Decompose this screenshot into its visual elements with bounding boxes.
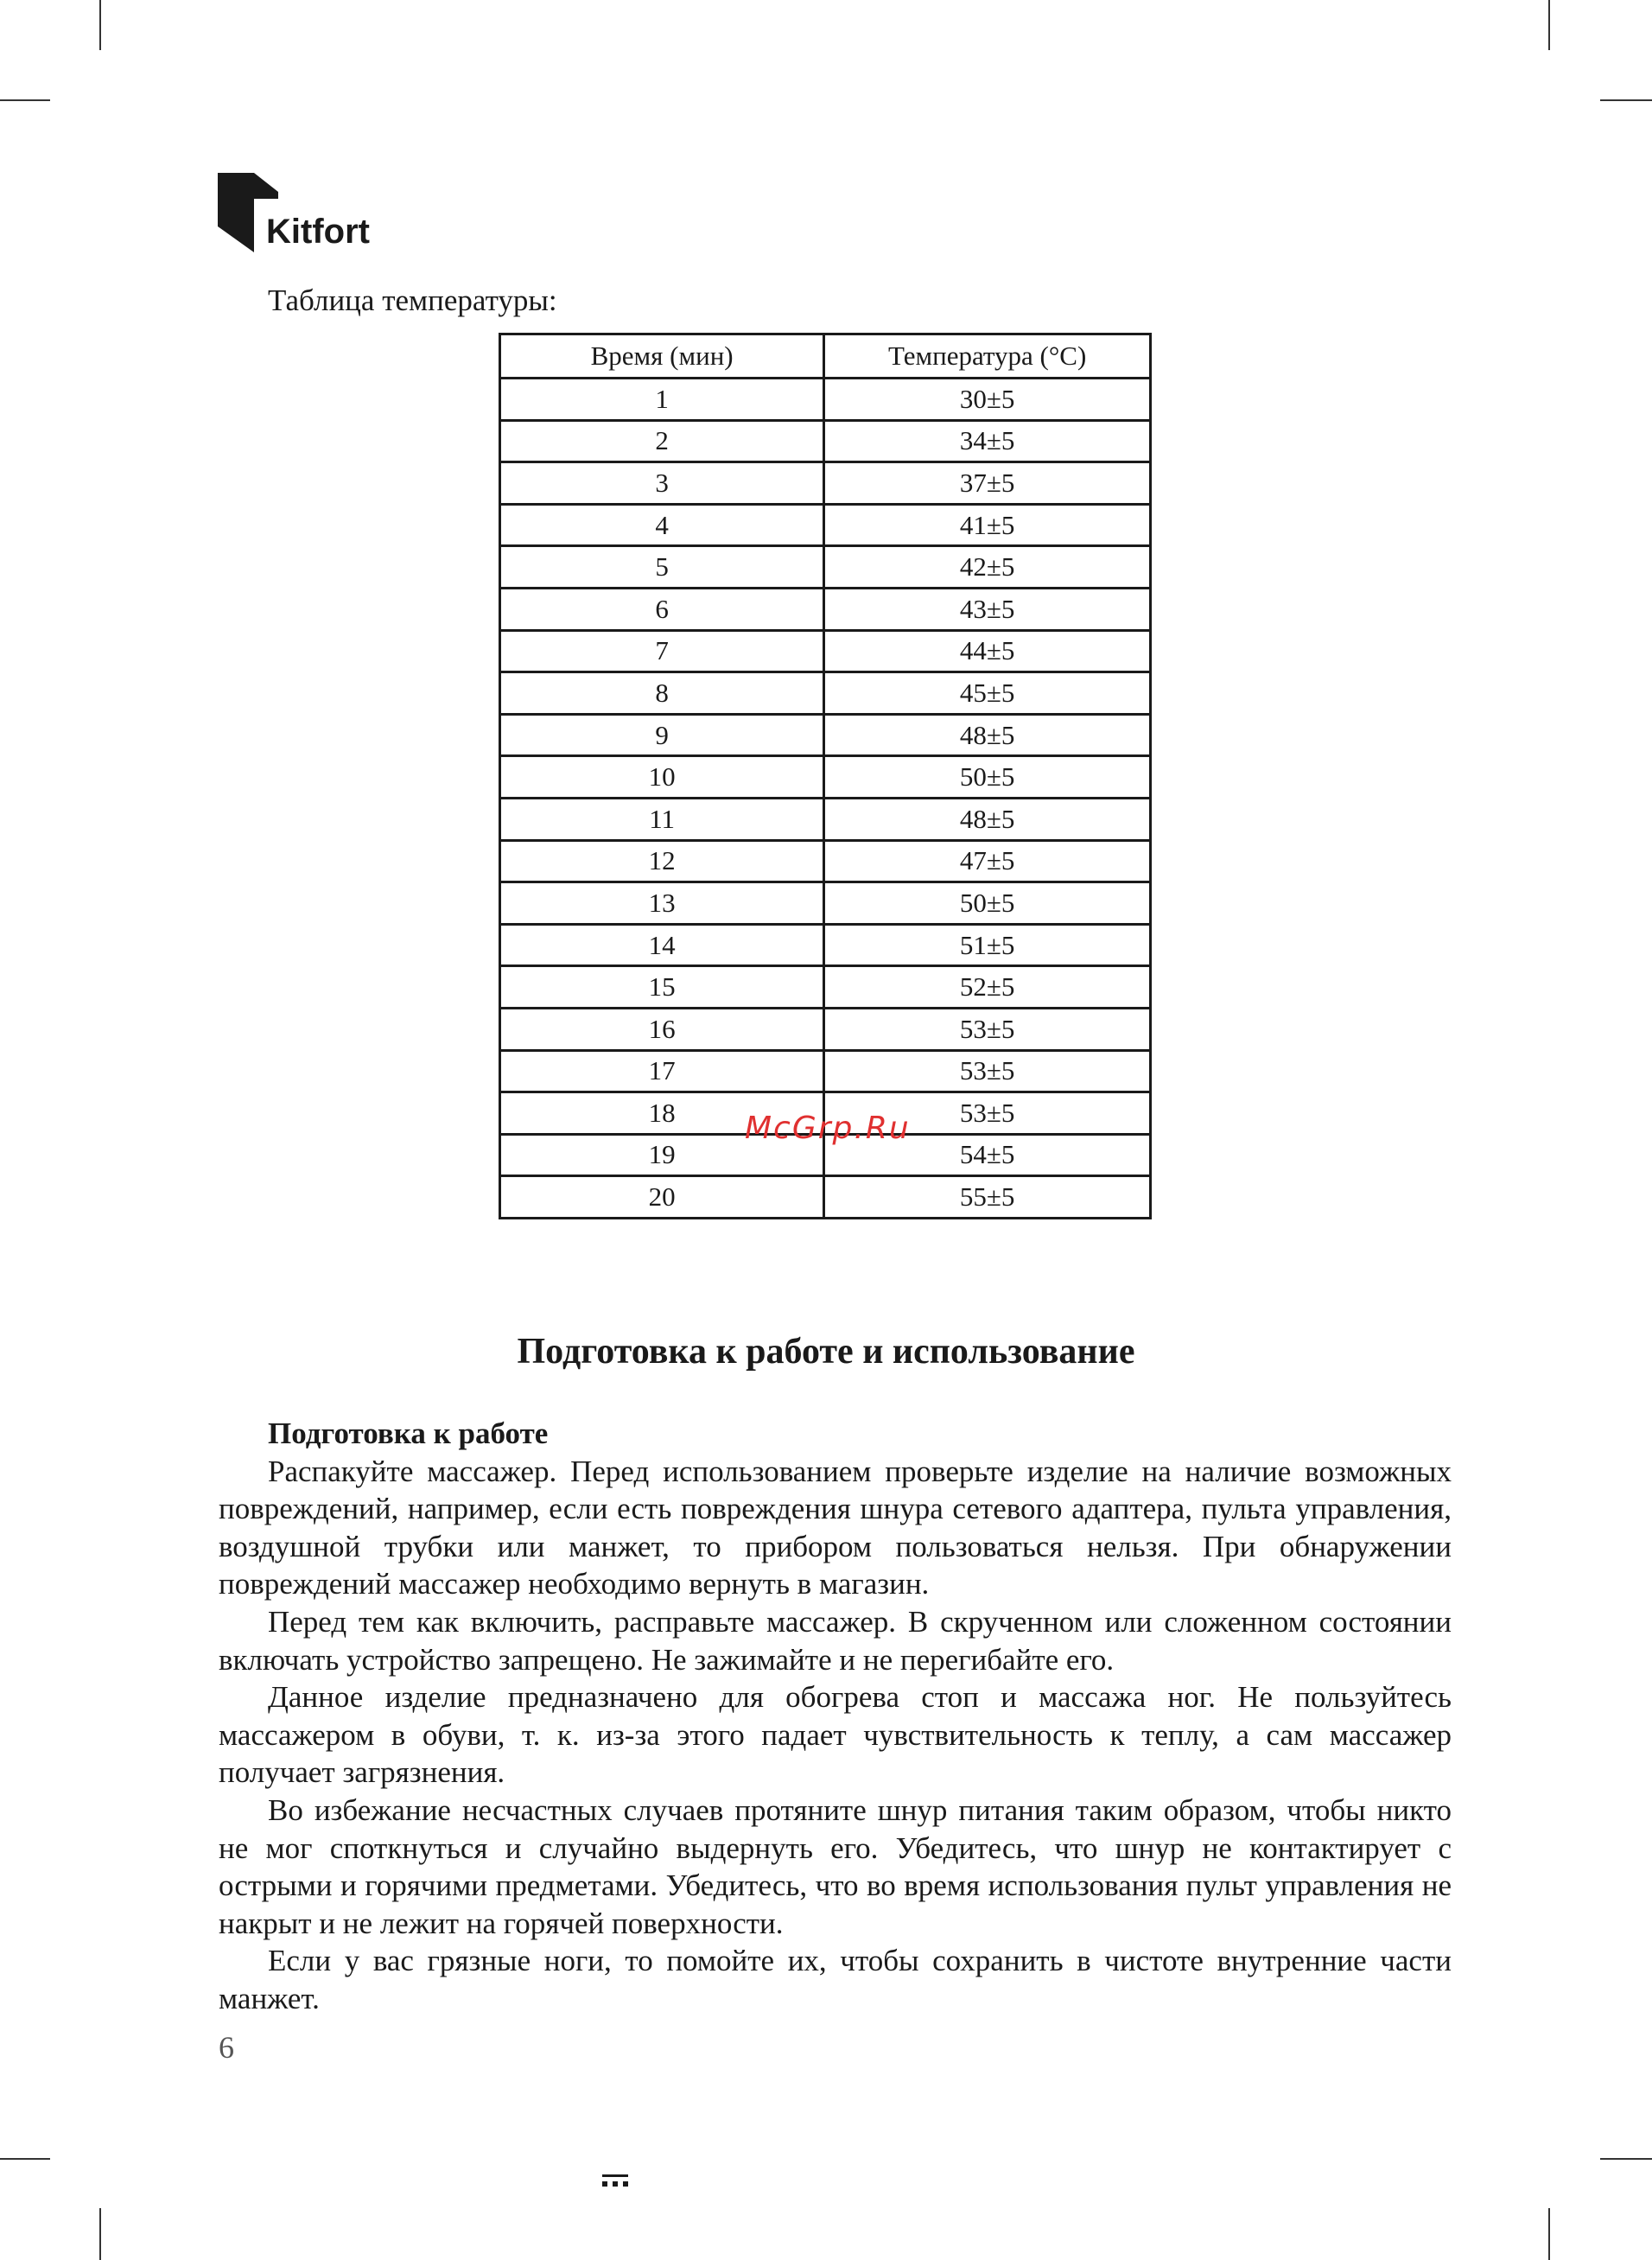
temperature-cell: 34±5 (824, 420, 1151, 462)
crop-mark (99, 2208, 101, 2260)
temperature-cell: 50±5 (824, 756, 1151, 799)
watermark: McGrp.Ru (745, 1111, 911, 1146)
time-cell: 14 (500, 924, 824, 966)
temperature-cell: 48±5 (824, 714, 1151, 756)
time-cell: 17 (500, 1050, 824, 1092)
time-cell: 9 (500, 714, 824, 756)
time-cell: 12 (500, 840, 824, 882)
temperature-cell: 50±5 (824, 882, 1151, 925)
crop-mark (1548, 0, 1550, 50)
table-row (500, 1008, 1151, 1050)
column-header-temperature: Температура (°С) (824, 334, 1151, 379)
table-caption: Таблица температуры: (268, 283, 557, 317)
table-row (500, 420, 1151, 462)
table-row (500, 546, 1151, 589)
table-row (500, 966, 1151, 1009)
temperature-cell: 48±5 (824, 798, 1151, 840)
table-row (500, 1050, 1151, 1092)
body-text (219, 1415, 1452, 2018)
crop-mark (0, 99, 50, 101)
temperature-cell: 43±5 (824, 588, 1151, 630)
temperature-cell: 44±5 (824, 630, 1151, 672)
time-cell: 3 (500, 462, 824, 505)
time-cell: 8 (500, 672, 824, 715)
table-row (500, 462, 1151, 505)
brand-logo (218, 173, 391, 255)
time-cell: 10 (500, 756, 824, 799)
time-cell: 20 (500, 1176, 824, 1219)
time-cell: 7 (500, 630, 824, 672)
temperature-cell: 45±5 (824, 672, 1151, 715)
table-header-row (500, 334, 1151, 379)
temperature-cell: 51±5 (824, 924, 1151, 966)
paragraph: Если у вас грязные ноги, то помойте их, чтобы сохранить в чистоте внутренние части манжет. (219, 1944, 1452, 2015)
paragraph: Распакуйте массажер. Перед использованием проверьте изделие на наличие возможных повреждений, например, если есть повреждения шнура сетевого адаптера, пульта управления, воздушной трубки или манжет, то прибором пользоваться нельзя. При обнаружении повреждений массажер необходимо вернуть в магазин. (219, 1454, 1452, 1601)
crop-mark (1548, 2208, 1550, 2260)
table-row (500, 504, 1151, 546)
column-header-time: Время (мин) (500, 334, 824, 379)
time-cell: 15 (500, 966, 824, 1009)
table-row (500, 924, 1151, 966)
page-number: 6 (219, 2030, 234, 2065)
temperature-cell: 54±5 (824, 1134, 1151, 1176)
time-cell: 2 (500, 420, 824, 462)
time-cell: 18 (500, 1092, 824, 1135)
time-cell: 1 (500, 379, 824, 421)
temperature-table (499, 333, 1152, 1219)
time-cell: 6 (500, 588, 824, 630)
table-row (500, 798, 1151, 840)
table-row (500, 756, 1151, 799)
time-cell: 16 (500, 1008, 824, 1050)
table-row (500, 1176, 1151, 1219)
temperature-cell: 55±5 (824, 1176, 1151, 1219)
time-cell: 5 (500, 546, 824, 589)
temperature-cell: 47±5 (824, 840, 1151, 882)
crop-mark (1600, 99, 1652, 101)
paragraph: Во избежание несчастных случаев протяните шнур питания таким образом, чтобы никто не мог споткнуться и случайно выдернуть его. Убедитесь, что шнур не контактирует с острыми и горячими предметами. Убедитесь, что во время использования пульт управления не накрыт и не лежит на горячей поверхности. (219, 1792, 1452, 1940)
table-row (500, 630, 1151, 672)
time-cell: 13 (500, 882, 824, 925)
time-cell: 4 (500, 504, 824, 546)
temperature-cell: 53±5 (824, 1092, 1151, 1135)
temperature-cell: 53±5 (824, 1008, 1151, 1050)
crop-mark (0, 2158, 50, 2160)
print-registration-mark (602, 2174, 628, 2187)
time-cell: 19 (500, 1134, 824, 1176)
temperature-cell: 52±5 (824, 966, 1151, 1009)
section-title: Подготовка к работе и использование (517, 1332, 1135, 1372)
subsection-title: Подготовка к работе (268, 1416, 549, 1450)
paragraph: Данное изделие предназначено для обогрева стоп и массажа ног. Не пользуйтесь массажером в обуви, т. к. из-за этого падает чувствительность к теплу, а сам массажер получает загрязнения. (219, 1680, 1452, 1790)
table-row (500, 379, 1151, 421)
temperature-cell: 41±5 (824, 504, 1151, 546)
temperature-cell: 42±5 (824, 546, 1151, 589)
table-row (500, 714, 1151, 756)
temperature-cell: 30±5 (824, 379, 1151, 421)
crop-mark (99, 0, 101, 50)
table-row (500, 588, 1151, 630)
paragraph: Перед тем как включить, расправьте массажер. В скрученном или сложенном состоянии включать устройство запрещено. Не зажимайте и не перегибайте его. (219, 1604, 1452, 1677)
table-row (500, 840, 1151, 882)
temperature-cell: 37±5 (824, 462, 1151, 505)
time-cell: 11 (500, 798, 824, 840)
table-row (500, 882, 1151, 925)
table-row (500, 672, 1151, 715)
brand-name: Kitfort (266, 213, 370, 251)
temperature-cell: 53±5 (824, 1050, 1151, 1092)
crop-mark (1600, 2158, 1652, 2160)
